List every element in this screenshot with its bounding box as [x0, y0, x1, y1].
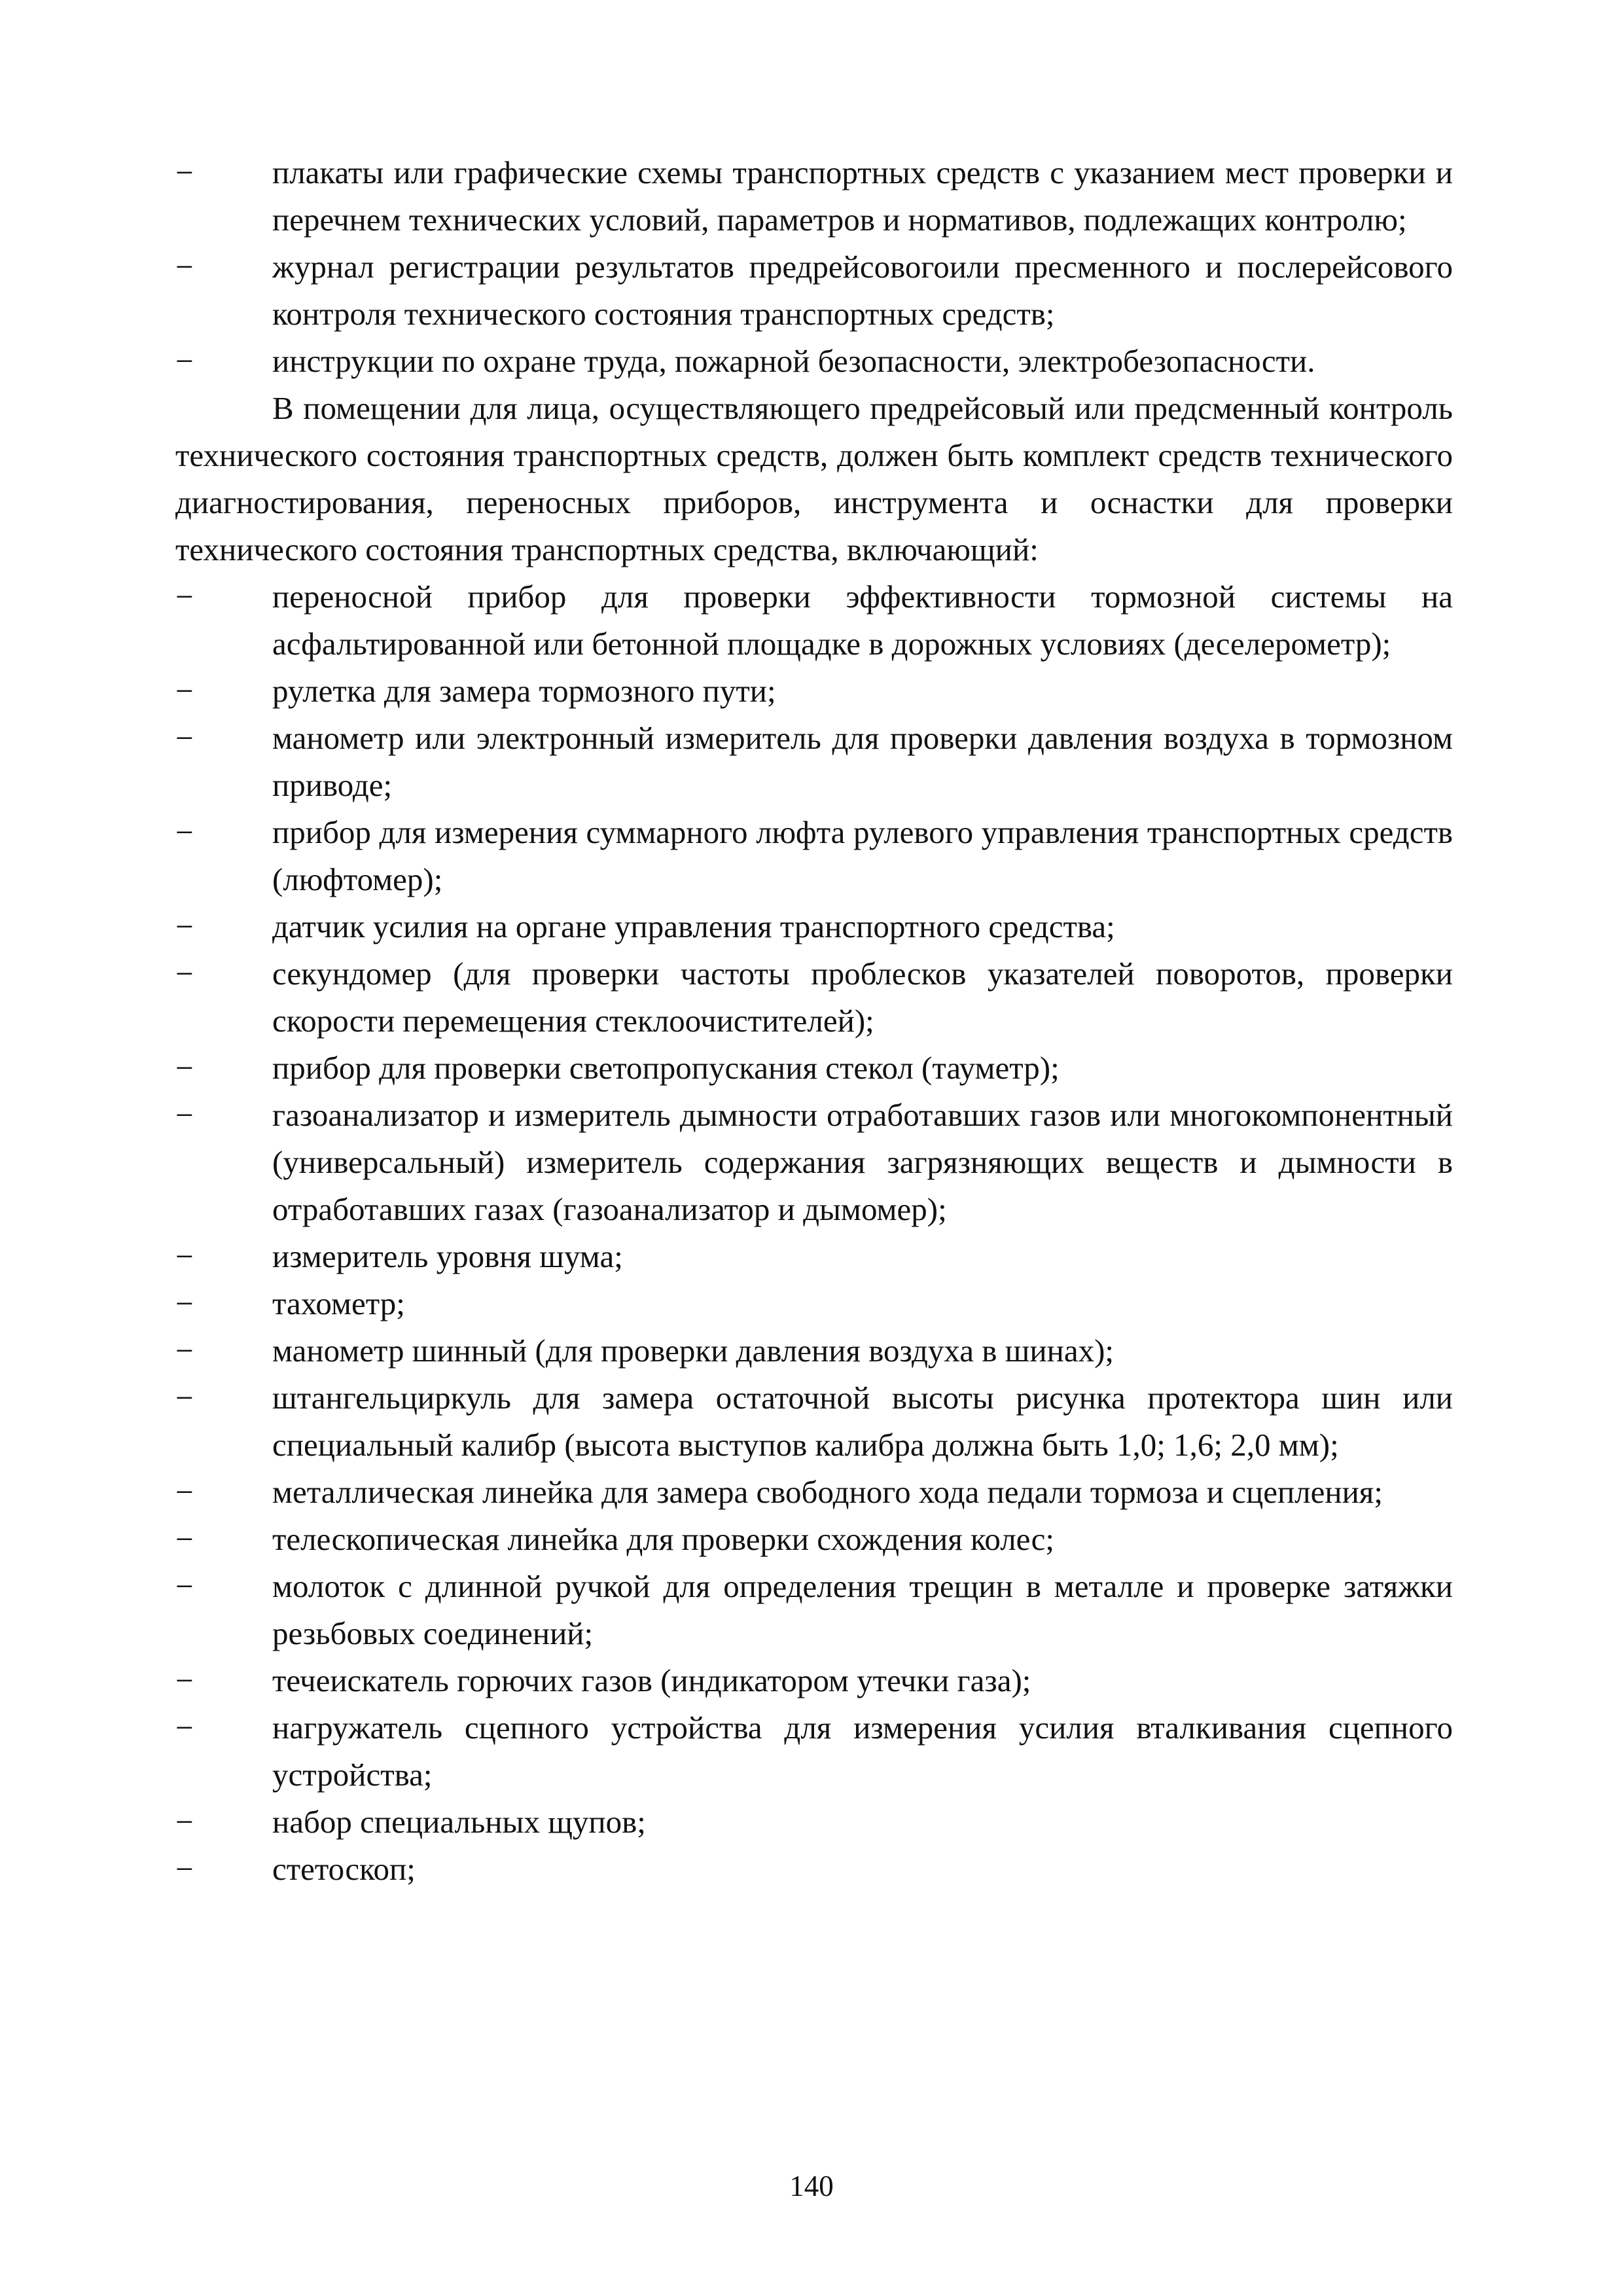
list-item-text: течеискатель горючих газов (индикатором утечки газа);	[272, 1662, 1031, 1698]
page-body	[175, 149, 1453, 1893]
list-item-text: журнал регистрации результатов предрейсовогоили пресменного и послерейсового контроля технического состояния транспортных средств;	[272, 249, 1453, 332]
dash-bullet-icon: −	[175, 720, 194, 756]
list-item-text: тахометр;	[272, 1285, 405, 1321]
list-item-text: телескопическая линейка для проверки схождения колес;	[272, 1521, 1054, 1557]
list-item	[175, 1045, 1453, 1092]
list-item	[175, 1469, 1453, 1516]
list-item-text: нагружатель сцепного устройства для измерения усилия вталкивания сцепного устройства;	[272, 1710, 1453, 1793]
dash-bullet-icon: −	[175, 249, 194, 285]
list-item	[175, 1563, 1453, 1657]
dash-bullet-icon: −	[175, 1521, 194, 1557]
list-item	[175, 950, 1453, 1045]
list-item-text: плакаты или графические схемы транспортных средств с указанием мест проверки и перечнем технических условий, параметров и нормативов, подлежащих контролю;	[272, 154, 1453, 238]
list-item	[175, 243, 1453, 338]
dash-bullet-icon: −	[175, 1804, 194, 1840]
list-item	[175, 715, 1453, 809]
requirements-list	[175, 149, 1453, 385]
dash-bullet-icon: −	[175, 343, 194, 379]
list-item	[175, 809, 1453, 903]
list-item	[175, 1846, 1453, 1893]
list-item	[175, 1327, 1453, 1374]
list-item	[175, 1092, 1453, 1233]
list-item-text: штангельциркуль для замера остаточной высоты рисунка протектора шин или специальный калибр (высота выступов калибра должна быть 1,0; 1,6; 2,0 мм);	[272, 1380, 1453, 1463]
page-number: 140	[789, 2170, 834, 2202]
list-item-text: секундомер (для проверки частоты проблесков указателей поворотов, проверки скорости перемещения стеклоочистителей);	[272, 956, 1453, 1039]
list-item	[175, 149, 1453, 243]
list-item-text: манометр или электронный измеритель для проверки давления воздуха в тормозном приводе;	[272, 720, 1453, 803]
dash-bullet-icon: −	[175, 1474, 194, 1510]
dash-bullet-icon: −	[175, 908, 194, 944]
dash-bullet-icon: −	[175, 1333, 194, 1369]
list-item-text: переносной прибор для проверки эффективности тормозной системы на асфальтированной или бетонной площадке в дорожных условиях (деселерометр);	[272, 579, 1453, 662]
dash-bullet-icon: −	[175, 1380, 194, 1416]
list-item	[175, 1799, 1453, 1846]
list-item	[175, 903, 1453, 950]
dash-bullet-icon: −	[175, 1662, 194, 1698]
list-item-text: манометр шинный (для проверки давления воздуха в шинах);	[272, 1333, 1115, 1369]
list-item-text: набор специальных щупов;	[272, 1804, 646, 1840]
dash-bullet-icon: −	[175, 1285, 194, 1321]
list-item-text: измеритель уровня шума;	[272, 1238, 623, 1274]
list-item	[175, 573, 1453, 668]
dash-bullet-icon: −	[175, 1097, 194, 1133]
list-item-text: молоток с длинной ручкой для определения трещин в металле и проверке затяжки резьбовых соединений;	[272, 1568, 1453, 1651]
list-item	[175, 1280, 1453, 1327]
dash-bullet-icon: −	[175, 1238, 194, 1274]
dash-bullet-icon: −	[175, 154, 194, 190]
list-item	[175, 1657, 1453, 1704]
dash-bullet-icon: −	[175, 956, 194, 992]
equipment-list	[175, 573, 1453, 1893]
list-item-text: прибор для измерения суммарного люфта рулевого управления транспортных средств (люфтомер);	[272, 814, 1453, 897]
dash-bullet-icon: −	[175, 579, 194, 615]
list-item	[175, 1516, 1453, 1563]
list-item-text: датчик усилия на органе управления транспортного средства;	[272, 908, 1115, 944]
list-item-text: прибор для проверки светопропускания стекол (тауметр);	[272, 1050, 1060, 1086]
list-item-text: инструкции по охране труда, пожарной безопасности, электробезопасности.	[272, 343, 1315, 379]
dash-bullet-icon: −	[175, 1050, 194, 1086]
list-item	[175, 338, 1453, 385]
body-paragraph: В помещении для лица, осуществляющего предрейсовый или предсменный контроль технического состояния транспортных средств, должен быть комплект средств технического диагностирования, переносных приборов, инструмента и оснастки для проверки технического состояния транспортных средства, включающий:	[175, 390, 1453, 567]
dash-bullet-icon: −	[175, 1851, 194, 1887]
dash-bullet-icon: −	[175, 1568, 194, 1604]
list-item	[175, 1704, 1453, 1799]
dash-bullet-icon: −	[175, 1710, 194, 1746]
list-item-text: рулетка для замера тормозного пути;	[272, 673, 776, 709]
dash-bullet-icon: −	[175, 814, 194, 850]
list-item	[175, 1233, 1453, 1280]
list-item	[175, 1374, 1453, 1469]
dash-bullet-icon: −	[175, 673, 194, 709]
list-item	[175, 668, 1453, 715]
list-item-text: стетоскоп;	[272, 1851, 416, 1887]
list-item-text: газоанализатор и измеритель дымности отработавших газов или многокомпонентный (универсальный) измеритель содержания загрязняющих веществ и дымности в отработавших газах (газоанализатор и дымомер);	[272, 1097, 1453, 1227]
list-item-text: металлическая линейка для замера свободного хода педали тормоза и сцепления;	[272, 1474, 1383, 1510]
